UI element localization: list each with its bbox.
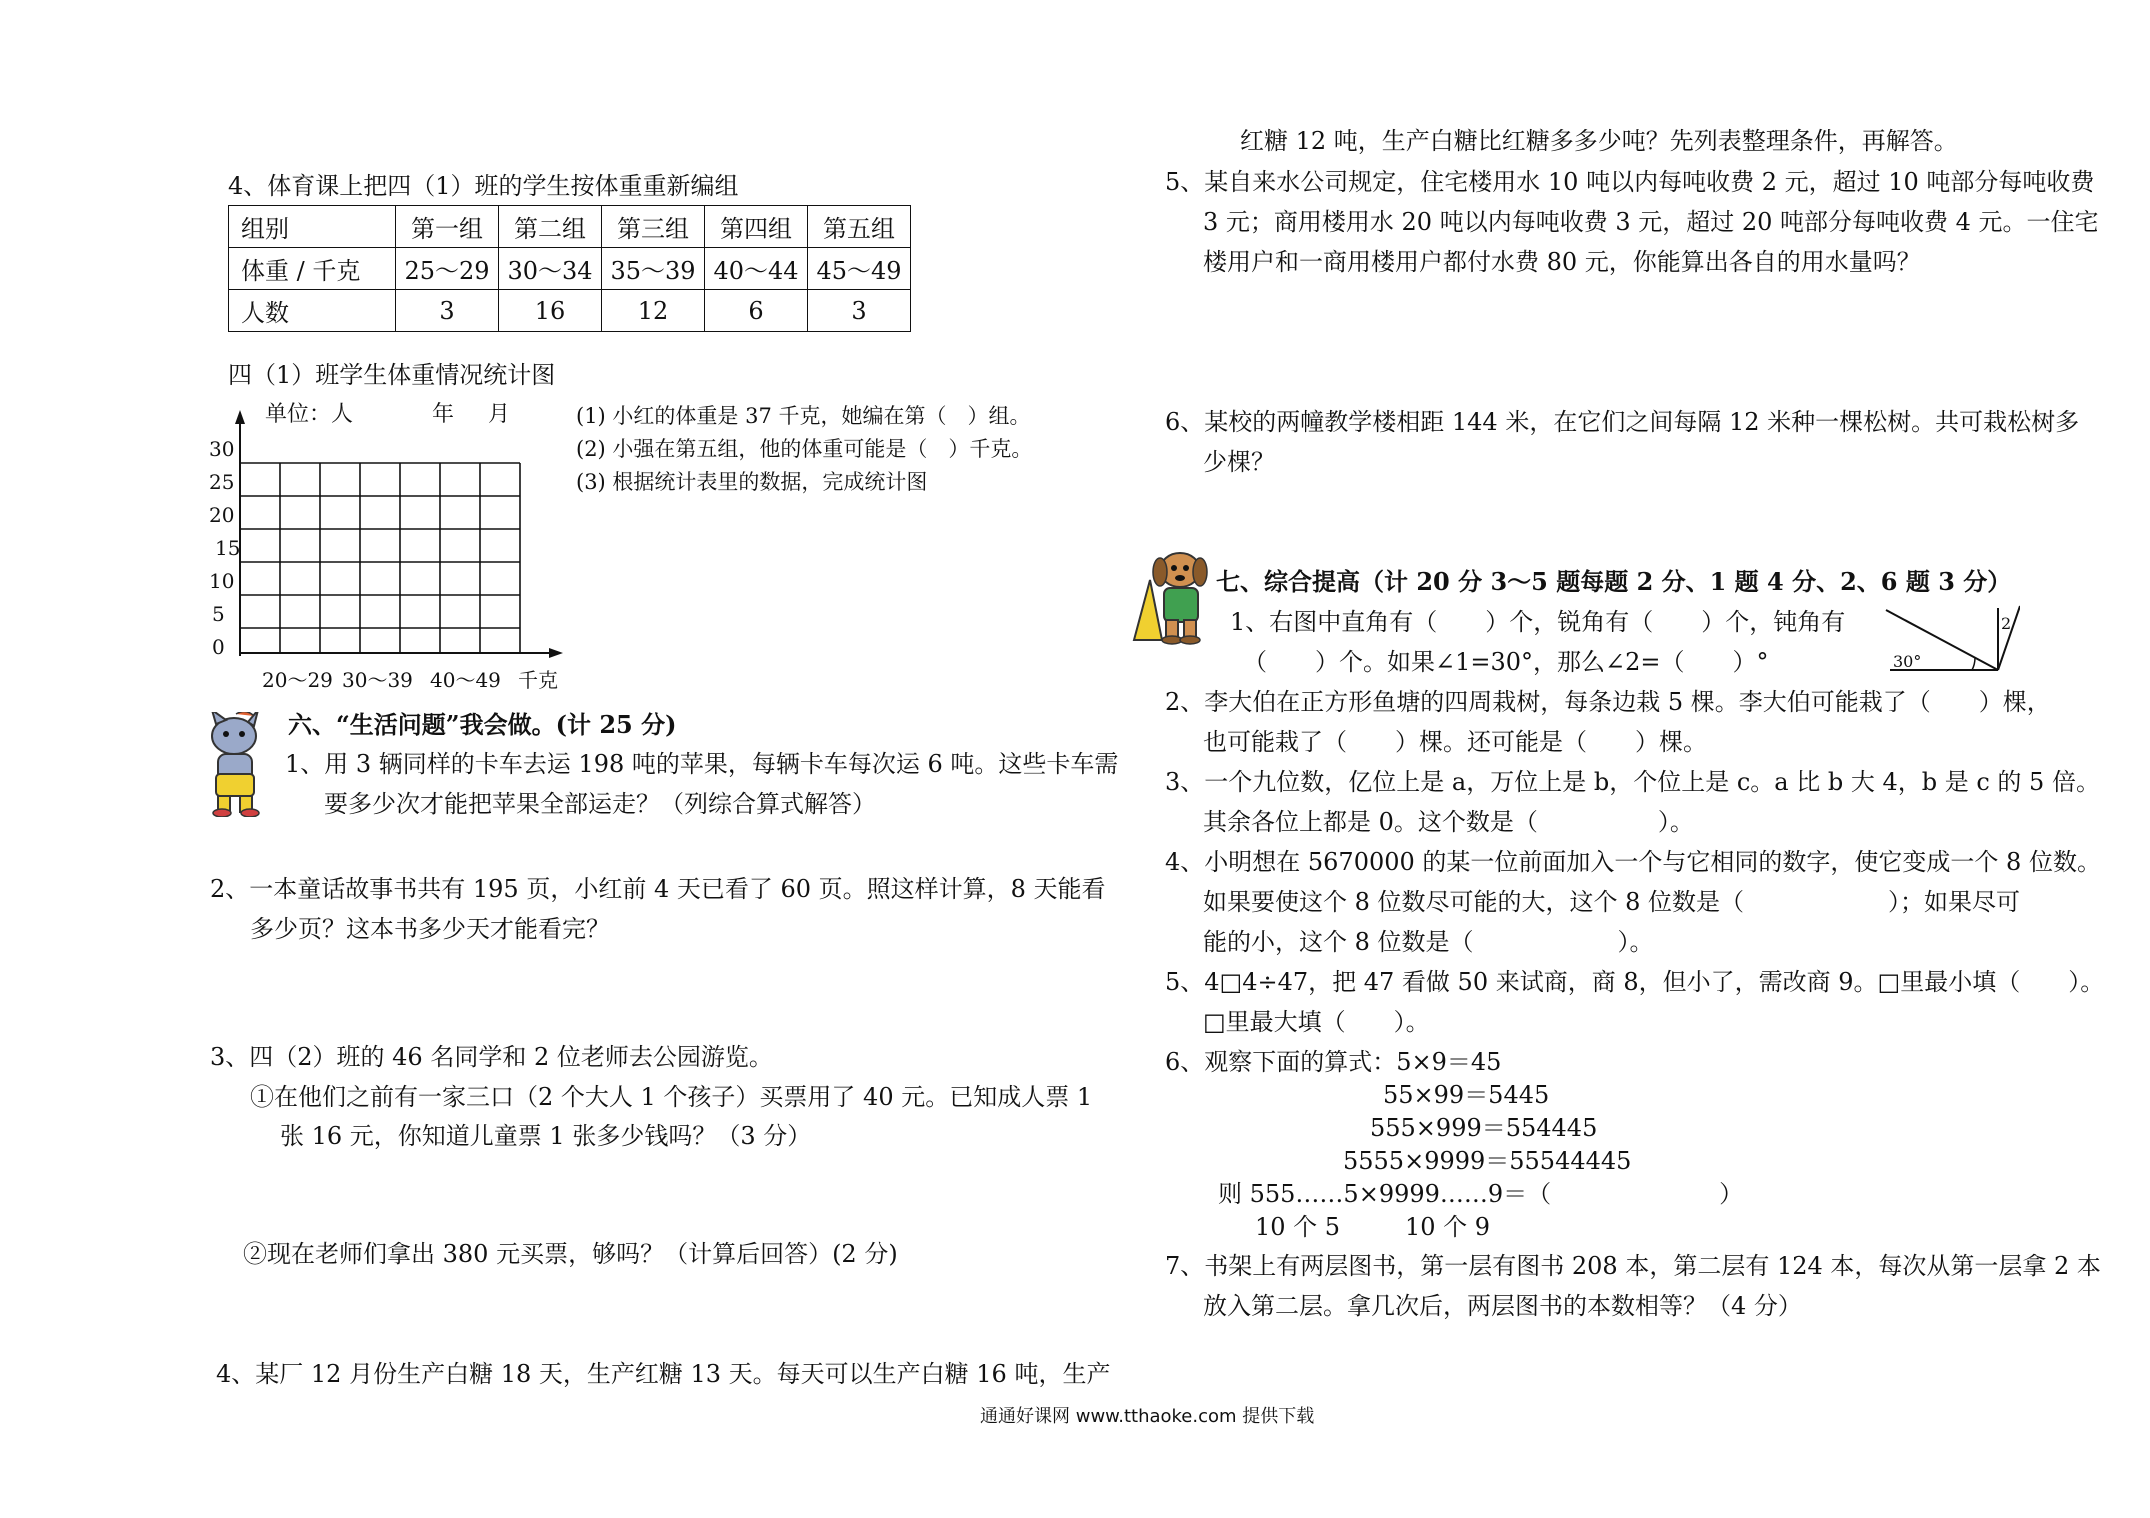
y-tick-label: 15 <box>215 536 241 560</box>
comprehensive-6-line: 55×99＝5445 <box>1383 1081 1550 1109</box>
x-tick-label: 20～29 <box>262 668 333 692</box>
q4-title: 4、体育课上把四（1）班的学生按体重重新编组 <box>228 172 739 200</box>
table-cell: 16 <box>499 290 602 332</box>
problem-2-line: 多少页？这本书多少天才能看完？ <box>250 915 610 943</box>
right-line: 红糖 12 吨，生产白糖比红糖多多少吨？先列表整理条件，再解答。 <box>1240 127 1958 155</box>
problem-1-line: 要多少次才能把苹果全部运走？（列综合算式解答） <box>324 790 876 818</box>
x-tick-label: 千克 <box>518 668 558 692</box>
weight-table <box>228 205 911 332</box>
problem-3-line: ②现在老师们拿出 380 元买票，够吗？（计算后回答）(2 分) <box>243 1240 898 1268</box>
table-header-row <box>229 206 911 248</box>
table-header-cell: 第五组 <box>808 206 911 248</box>
comprehensive-6-line: 10 个 5 <box>1255 1213 1341 1241</box>
y-tick-label: 20 <box>209 503 235 527</box>
angle-arc <box>1972 658 1975 670</box>
section-7-title: 七、综合提高（计 20 分 3～5 题每题 2 分、1 题 4 分、2、6 题 3 分） <box>1216 567 2012 596</box>
problem-2-line: 2、一本童话故事书共有 195 页，小红前 4 天已看了 60 页。照这样计算，8 天能看 <box>210 875 1106 903</box>
comprehensive-6-line: 555×999＝554445 <box>1370 1114 1598 1142</box>
comprehensive-6-line: 6、观察下面的算式：5×9＝45 <box>1165 1048 1502 1076</box>
y-tick-label: 5 <box>212 602 225 626</box>
problem-4-line: 4、某厂 12 月份生产白糖 18 天，生产红糖 13 天。每天可以生产白糖 16 吨，生产 <box>216 1360 1111 1388</box>
chart-year: 年 <box>432 402 455 427</box>
chart-grid <box>240 463 520 653</box>
cat-mascot-icon <box>196 712 276 817</box>
section-6-title: 六、“生活问题”我会做。(计 25 分) <box>288 710 677 739</box>
footer-credit: 通通好课网 www.tthaoke.com 提供下载 <box>980 1406 1315 1427</box>
comprehensive-1-line: 1、右图中直角有（ ）个，锐角有（ ）个，钝角有 <box>1230 608 1846 636</box>
table-cell: 40～44 <box>705 248 808 290</box>
x-tick-label: 30～39 <box>342 668 413 692</box>
chart-unit: 单位：人 <box>265 402 354 427</box>
comprehensive-6-line: 则 555……5×9999……9＝（ ） <box>1218 1180 1744 1208</box>
table-cell: 人数 <box>229 290 396 332</box>
problem-3-line: 张 16 元，你知道儿童票 1 张多少钱吗？（3 分） <box>280 1122 812 1150</box>
y-tick-label: 25 <box>209 470 235 494</box>
comprehensive-5-line: □里最大填（ ）。 <box>1203 1008 1430 1036</box>
dog-mascot-icon <box>1128 548 1218 648</box>
q4-item: (3) 根据统计表里的数据，完成统计图 <box>576 470 928 494</box>
angle-label-2: 2 <box>2001 614 2012 633</box>
comprehensive-3-line: 3、一个九位数，亿位上是 a，万位上是 b，个位上是 c。a 比 b 大 4，b 是 c 的 5 倍。 <box>1165 768 2100 796</box>
comprehensive-4-line: 如果要使这个 8 位数尽可能的大，这个 8 位数是（ ）；如果尽可 <box>1203 888 2021 916</box>
y-tick-label: 0 <box>212 635 225 659</box>
y-axis-arrow-icon <box>235 410 245 424</box>
chart-title: 四（1）班学生体重情况统计图 <box>228 361 556 389</box>
table-cell: 6 <box>705 290 808 332</box>
q4-item: (1) 小红的体重是 37 千克，她编在第（ ）组。 <box>576 404 1031 428</box>
y-tick-label: 30 <box>209 437 235 461</box>
right-problem-5-line: 3 元；商用楼用水 20 吨以内每吨收费 3 元，超过 20 吨部分每吨收费 4 元。一住宅 <box>1203 208 2099 236</box>
table-header-cell: 组别 <box>229 206 396 248</box>
comprehensive-1-line: （ ）个。如果∠1=30°，那么∠2=（ ）° <box>1243 648 1769 676</box>
right-problem-5-line: 楼用户和一商用楼用户都付水费 80 元，你能算出各自的用水量吗？ <box>1203 248 1921 276</box>
comprehensive-4-line: 4、小明想在 5670000 的某一位前面加入一个与它相同的数字，使它变成一个 8 位数。 <box>1165 848 2101 876</box>
x-axis-arrow-icon <box>549 648 563 658</box>
table-cell: 45～49 <box>808 248 911 290</box>
table-header-cell: 第二组 <box>499 206 602 248</box>
table-cell: 3 <box>396 290 499 332</box>
right-problem-5-line: 5、某自来水公司规定，住宅楼用水 10 吨以内每吨收费 2 元，超过 10 吨部分每吨收费 <box>1165 168 2095 196</box>
comprehensive-6-line: 5555×9999＝55544445 <box>1343 1147 1632 1175</box>
right-problem-6-line: 6、某校的两幢教学楼相距 144 米，在它们之间每隔 12 米种一棵松树。共可栽松树多 <box>1165 408 2080 436</box>
table-cell: 12 <box>602 290 705 332</box>
comprehensive-6-line: 10 个 9 <box>1405 1213 1491 1241</box>
chart-month: 月 <box>488 402 511 427</box>
table-cell: 体重 / 千克 <box>229 248 396 290</box>
blank-statistics-chart <box>205 398 565 688</box>
comprehensive-3-line: 其余各位上都是 0。这个数是（ ）。 <box>1203 808 1694 836</box>
table-cell: 35～39 <box>602 248 705 290</box>
comprehensive-5-line: 5、4□4÷47，把 47 看做 50 来试商，商 8，但小了，需改商 9。□里最小填（ ）。 <box>1165 968 2105 996</box>
angle-label-30: 30° <box>1893 652 1922 671</box>
table-row <box>229 290 911 332</box>
table-cell: 25～29 <box>396 248 499 290</box>
comprehensive-4-line: 能的小，这个 8 位数是（ ）。 <box>1203 928 1654 956</box>
table-cell: 3 <box>808 290 911 332</box>
table-cell: 30～34 <box>499 248 602 290</box>
problem-3-line: ①在他们之前有一家三口（2 个大人 1 个孩子）买票用了 40 元。已知成人票 1 <box>250 1083 1093 1111</box>
problem-1-line: 1、用 3 辆同样的卡车去运 198 吨的苹果，每辆卡车每次运 6 吨。这些卡车需 <box>285 750 1119 778</box>
comprehensive-7-line: 放入第二层。拿几次后，两层图书的本数相等？（4 分） <box>1203 1292 1802 1320</box>
table-header-cell: 第三组 <box>602 206 705 248</box>
q4-item: (2) 小强在第五组，他的体重可能是（ ）千克。 <box>576 437 1033 461</box>
right-problem-6-line: 少棵？ <box>1203 448 1275 476</box>
x-tick-label: 40～49 <box>430 668 501 692</box>
comprehensive-2-line: 也可能栽了（ ）棵。还可能是（ ）棵。 <box>1203 728 1707 756</box>
table-header-cell: 第四组 <box>705 206 808 248</box>
table-row <box>229 248 911 290</box>
comprehensive-2-line: 2、李大伯在正方形鱼塘的四周栽树，每条边栽 5 棵。李大伯可能栽了（ ）棵， <box>1165 688 2051 716</box>
problem-3-line: 3、四（2）班的 46 名同学和 2 位老师去公园游览。 <box>210 1043 773 1071</box>
y-tick-label: 10 <box>209 569 235 593</box>
table-header-cell: 第一组 <box>396 206 499 248</box>
comprehensive-7-line: 7、书架上有两层图书，第一层有图书 208 本，第二层有 124 本，每次从第一层拿 2 本 <box>1165 1252 2101 1280</box>
